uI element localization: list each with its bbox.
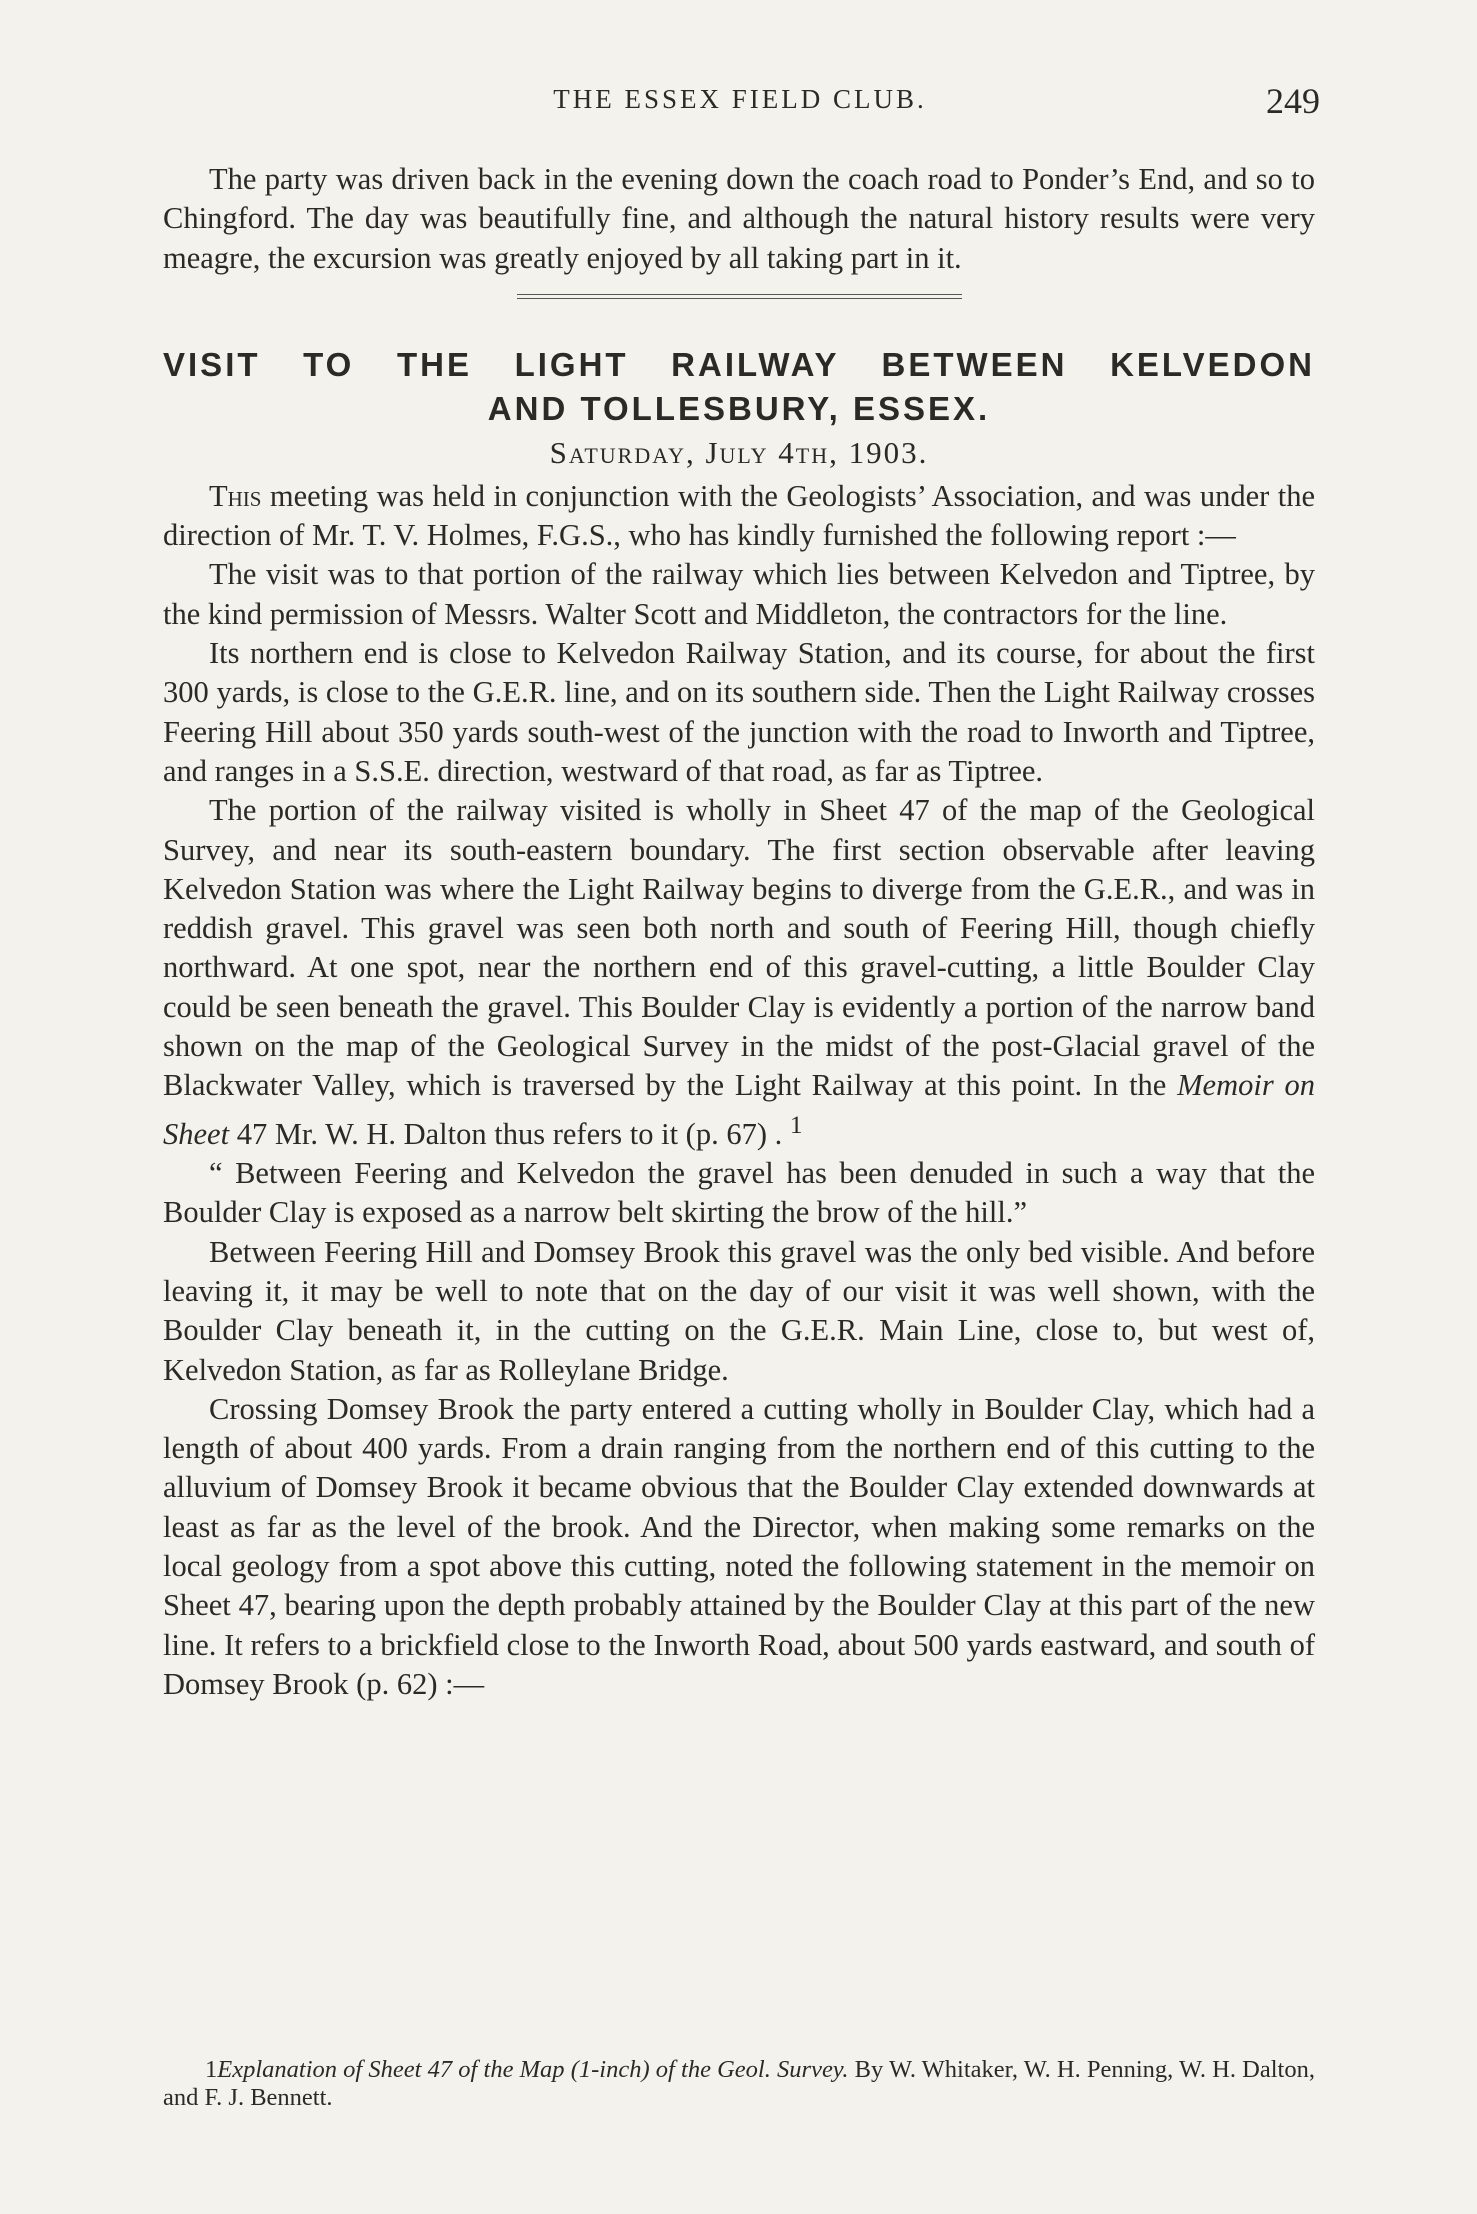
paragraph-4-text-a: The portion of the railway visited is wholly in Sheet 47 of the map of the Geological Survey, and near its south-eastern boundary. The first section observable after leaving Kelvedon Station was where the Light Railway begins to diverge from the G.E.R., and was in reddish gravel. This gravel was seen both north and south of Feering Hill, though chiefly northward. At one spot, near the northern end of this gravel-cutting, a little Boulder Clay could be seen beneath the gravel. This Boulder Clay is evidently a portion of the narrow band shown on the map of the Geological Survey in the midst of the post-Glacial gravel of the Blackwater Valley, which is traversed by the Light Railway at this point. In the [163,793,1315,1103]
paragraph-4 [163,791,1315,1154]
paragraph-2: The visit was to that portion of the railway which lies between Kelvedon and Tiptree, by the kind permission of Messrs. Walter Scott and Middleton, the contractors for the line. [163,557,1315,631]
footnote [163,2056,1315,2112]
intro-paragraph: The party was driven back in the evening down the coach road to Ponder’s End, and so to Chingford. The day was beautifully fine, and although the natural history results were very meagre, the excursion was greatly enjoyed by all taking part in it. [163,162,1315,275]
footnote-authors: By W. Whitaker, W. H. Penning, W. H. Dalton, and F. J. Bennett. [163,2056,1315,2111]
paragraph-3: Its northern end is close to Kelvedon Railway Station, and its course, for about the first 300 yards, is close to the G.E.R. line, and on its southern side. Then the Light Railway crosses Feering Hill about 350 yards south-west of the junction with the road to Inworth and Tiptree, and ranges in a S.S.E. direction, westward of that road, as far as Tiptree. [163,636,1315,788]
paragraph-1 [163,477,1315,556]
meeting-date: Saturday, July 4th, 1903. [549,434,929,470]
footnote-mark: 1 [205,2056,218,2083]
paragraph-7: Crossing Domsey Brook the party entered a cutting wholly in Boulder Clay, which had a length of about 400 yards. From a drain ranging from the northern end of this cutting to the alluvium of Domsey Brook it became obvious that the Boulder Clay extended downwards at least as far as the level of the brook. And the Director, when making some remarks on the local geology from a spot above this cutting, noted the following statement in the memoir on Sheet 47, bearing upon the depth probably attained by the Boulder Clay at this part of the new line. It refers to a brickfield close to the Inworth Road, about 500 yards eastward, and south of Domsey Brook (p. 62) :— [163,1391,1315,1701]
footnote-title: Explanation of Sheet 47 of the Map (1-inch) of the Geol. Survey. [217,2056,849,2083]
paragraph-1-text: meeting was held in conjunction with the Geologists’ Association, and was under the direction of Mr. T. V. Holmes, F.G.S., who has kindly furnished the following report :— [163,478,1315,553]
memoir-title: Memoir on Sheet [163,1068,1315,1151]
running-head: THE ESSEX FIELD CLUB. [553,84,927,114]
footnote-reference[interactable]: 1 [789,1110,803,1139]
section-title-line-1: VISIT TO THE LIGHT RAILWAY BETWEEN KELVEDON [163,345,1315,383]
quotation-paragraph: “ Between Feering and Kelvedon the gravel has been denuded in such a way that the Boulder Clay is exposed as a narrow belt skirting the brow of the hill.” [163,1156,1315,1230]
body-text [163,160,1315,1704]
paragraph-6: Between Feering Hill and Domsey Brook this gravel was the only bed visible. And before leaving it, it may be well to note that on the day of our visit it was well shown, with the Boulder Clay beneath it, in the cutting on the G.E.R. Main Line, close to, but west of, Kelvedon Station, as far as Rolleylane Bridge. [163,1234,1315,1387]
section-title-line-2: AND TOLLESBURY, ESSEX. [487,389,991,427]
page-number: 249 [1266,81,1320,121]
paragraph-4-text-b: 47 Mr. W. H. Dalton thus refers to it (p. 67) . [229,1116,790,1151]
paragraph-1-lead: This [209,478,262,513]
section-divider [517,294,962,299]
page-header [160,80,1320,120]
